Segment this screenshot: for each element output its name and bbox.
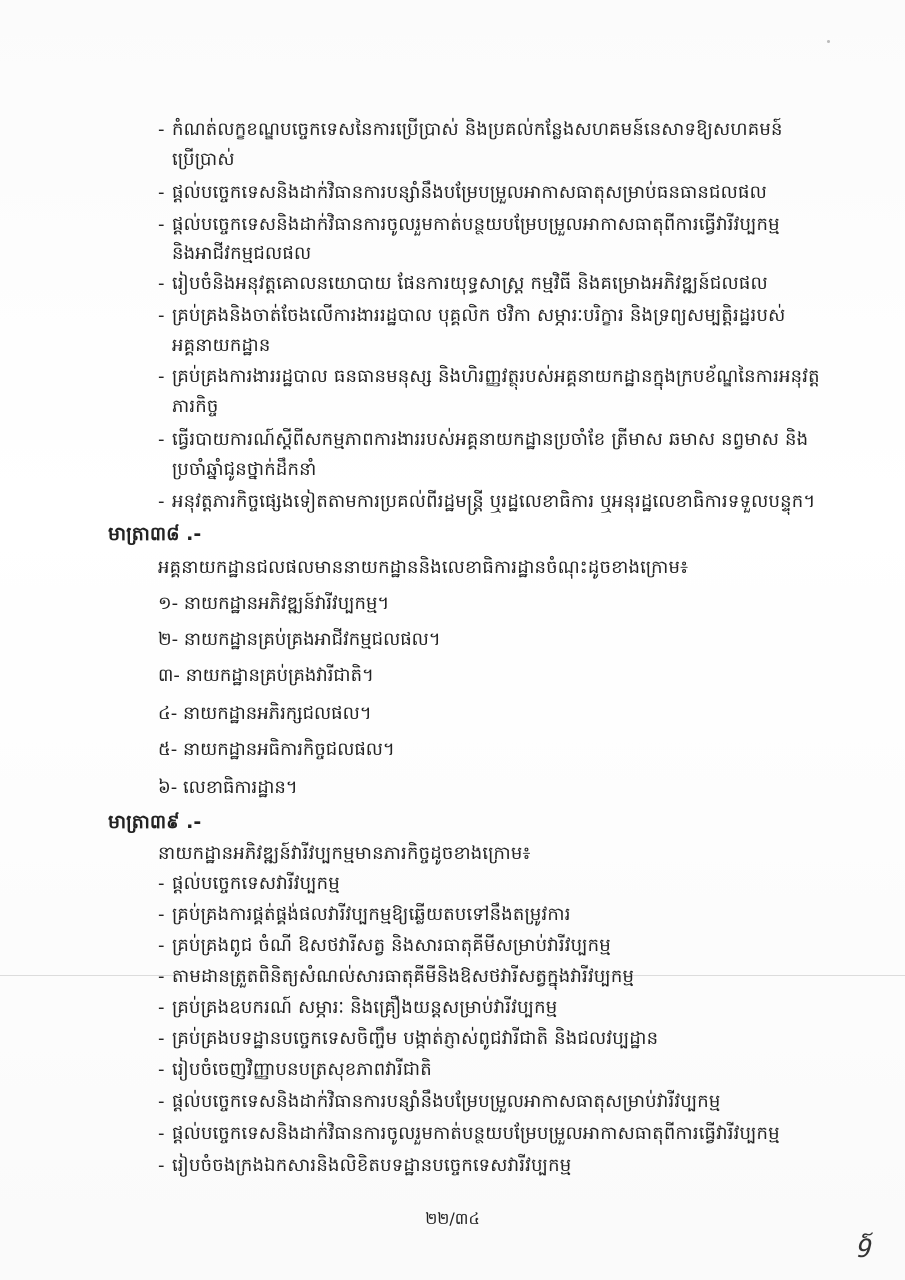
article-38-item: ៥- នាយកដ្ឋានអធិការកិច្ចជលផល។: [158, 739, 395, 760]
bullet-text-continued: ប្រចាំឆ្នាំជូនថ្នាក់ដឹកនាំ: [172, 459, 317, 480]
bullet-text: គ្រប់គ្រងពូជ ចំណី ឱសថវារីសត្វ និងសារធាតុគីមីសម្រាប់វារីវប្បកម្ម: [172, 935, 611, 956]
bullet-text: រៀបចំចេញវិញ្ញាបនបត្រសុខភាពវារីជាតិ: [172, 1059, 432, 1080]
bullet-text: ផ្តល់បច្ចេកទេសនិងដាក់វិធានការបន្សាំនឹងបម្រែបម្រួលអាកាសធាតុសម្រាប់វារីវប្បកម្ម: [172, 1091, 721, 1112]
bullet-text: គ្រប់គ្រងឧបករណ៍ សម្ភារៈ និងគ្រឿងយន្តសម្រាប់វារីវប្បកម្ម: [172, 997, 558, 1018]
bullet-dash: -: [158, 366, 165, 387]
bullet-dash: -: [158, 491, 165, 512]
bullet-text: ផ្តល់បច្ចេកទេសវារីវប្បកម្ម: [172, 873, 340, 894]
article-38-item: ១- នាយកដ្ឋានអភិវឌ្ឍន៍វារីវប្បកម្ម។: [158, 593, 390, 614]
bullet-text: អនុវត្តភារកិច្ចផ្សេងទៀតតាមការប្រគល់ពីរដ្ឋមន្ត្រី ឬរដ្ឋលេខាធិការ ឬអនុរដ្ឋលេខាធិការទទួលបន្ទុក។: [172, 491, 816, 512]
article-38-heading: មាត្រា៣៨ .-: [108, 523, 202, 545]
article-38-intro: អគ្គនាយកដ្ឋានជលផលមាននាយកដ្ឋាននិងលេខាធិការដ្ឋានចំណុះដូចខាងក្រោម៖: [158, 557, 689, 578]
bullet-text: រៀបចំចងក្រងឯកសារនិងលិខិតបទដ្ឋានបច្ចេកទេសវារីវប្បកម្ម: [172, 1155, 572, 1176]
bullet-text: គ្រប់គ្រងការងាររដ្ឋបាល ធនធានមនុស្ស និងហិរញ្ញវត្ថុរបស់អគ្គនាយកដ្ឋានក្នុងក្របខ័ណ្ឌនៃការអនុវត្ត: [172, 366, 820, 387]
bullet-dash: -: [158, 305, 165, 326]
bullet-text: រៀបចំនិងអនុវត្តគោលនយោបាយ ផែនការយុទ្ធសាស្ត្រ កម្មវិធី និងគម្រោងអភិវឌ្ឍន៍ជលផល: [172, 273, 768, 294]
page-number: ២២/៣៤: [425, 1209, 480, 1228]
bullet-text: គ្រប់គ្រងនិងចាត់ចែងលើការងាររដ្ឋបាល បុគ្គលិក ថវិកា សម្ភារៈបរិក្ខារ និងទ្រព្យសម្បត្តិរដ្ឋរបស់: [172, 305, 786, 326]
bullet-dash: -: [158, 429, 165, 450]
bullet-text: ផ្តល់បច្ចេកទេសនិងដាក់វិធានការចូលរួមកាត់បន្ថយបម្រែបម្រួលអាកាសធាតុពីការធ្វើវារីវប្បកម្ម: [172, 214, 780, 235]
bullet-dash: -: [158, 873, 165, 894]
bullet-text-continued: ប្រើប្រាស់: [172, 149, 235, 170]
bullet-dash: -: [158, 1123, 165, 1144]
bullet-text: ធ្វើរបាយការណ៍ស្តីពីសកម្មភាពការងាររបស់អគ្គនាយកដ្ឋានប្រចាំខែ ត្រីមាស ឆមាស នព្វមាស និង: [172, 429, 809, 450]
bullet-text: តាមដានត្រួតពិនិត្យសំណល់សារធាតុគីមីនិងឱសថវារីសត្វក្នុងវារីវប្បកម្ម: [172, 966, 635, 987]
bullet-text: កំណត់លក្ខខណ្ឌបច្ចេកទេសនៃការប្រើប្រាស់ និងប្រគល់កន្លែងសហគមន៍នេសាទឱ្យសហគមន៍: [172, 119, 783, 140]
bullet-dash: -: [158, 904, 165, 925]
article-38-item: ២- នាយកដ្ឋានគ្រប់គ្រងអាជីវកម្មជលផល។: [158, 629, 441, 650]
bullet-dash: -: [158, 214, 165, 235]
bullet-dash: -: [158, 182, 165, 203]
bullet-text: គ្រប់គ្រងការផ្គត់ផ្គង់ផលវារីវប្បកម្មឱ្យឆ្លើយតបទៅនឹងតម្រូវការ: [172, 904, 571, 925]
bullet-dash: -: [158, 1091, 165, 1112]
scan-speck: [827, 40, 830, 43]
handwritten-initial: 9៍: [855, 1234, 870, 1264]
bullet-text: ផ្តល់បច្ចេកទេសនិងដាក់វិធានការបន្សាំនឹងបម្រែបម្រួលអាកាសធាតុសម្រាប់ធនធានជលផល: [172, 182, 767, 203]
bullet-text-continued: ភារកិច្ច: [172, 396, 219, 417]
bullet-dash: -: [158, 119, 165, 140]
article-38-item: ៦- លេខាធិការដ្ឋាន។: [158, 777, 298, 798]
bullet-dash: -: [158, 1059, 165, 1080]
bullet-dash: -: [158, 935, 165, 956]
bullet-text: ផ្តល់បច្ចេកទេសនិងដាក់វិធានការចូលរួមកាត់បន្ថយបម្រែបម្រួលអាកាសធាតុពីការធ្វើវារីវប្បកម្ម: [172, 1123, 780, 1144]
bullet-dash: -: [158, 1155, 165, 1176]
article-38-item: ៤- នាយកដ្ឋានអភិរក្សជលផល។: [158, 703, 372, 724]
bullet-text-continued: និងអាជីវកម្មជលផល: [172, 243, 312, 264]
article-39-heading: មាត្រា៣៩ .-: [108, 811, 202, 833]
bullet-text-continued: អគ្គនាយកដ្ឋាន: [172, 335, 271, 356]
article-38-item: ៣- នាយកដ្ឋានគ្រប់គ្រងវារីជាតិ។: [158, 665, 374, 686]
article-39-intro: នាយកដ្ឋានអភិវឌ្ឍន៍វារីវប្បកម្មមានភារកិច្ចដូចខាងក្រោម៖: [158, 843, 531, 864]
bullet-text: គ្រប់គ្រងបទដ្ឋានបច្ចេកទេសចិញ្ចឹម បង្កាត់ភ្ញាស់ពូជវារីជាតិ និងជលវប្បដ្ឋាន: [172, 1028, 659, 1049]
bullet-dash: -: [158, 273, 165, 294]
bullet-dash: -: [158, 966, 165, 987]
bullet-dash: -: [158, 997, 165, 1018]
bullet-dash: -: [158, 1028, 165, 1049]
